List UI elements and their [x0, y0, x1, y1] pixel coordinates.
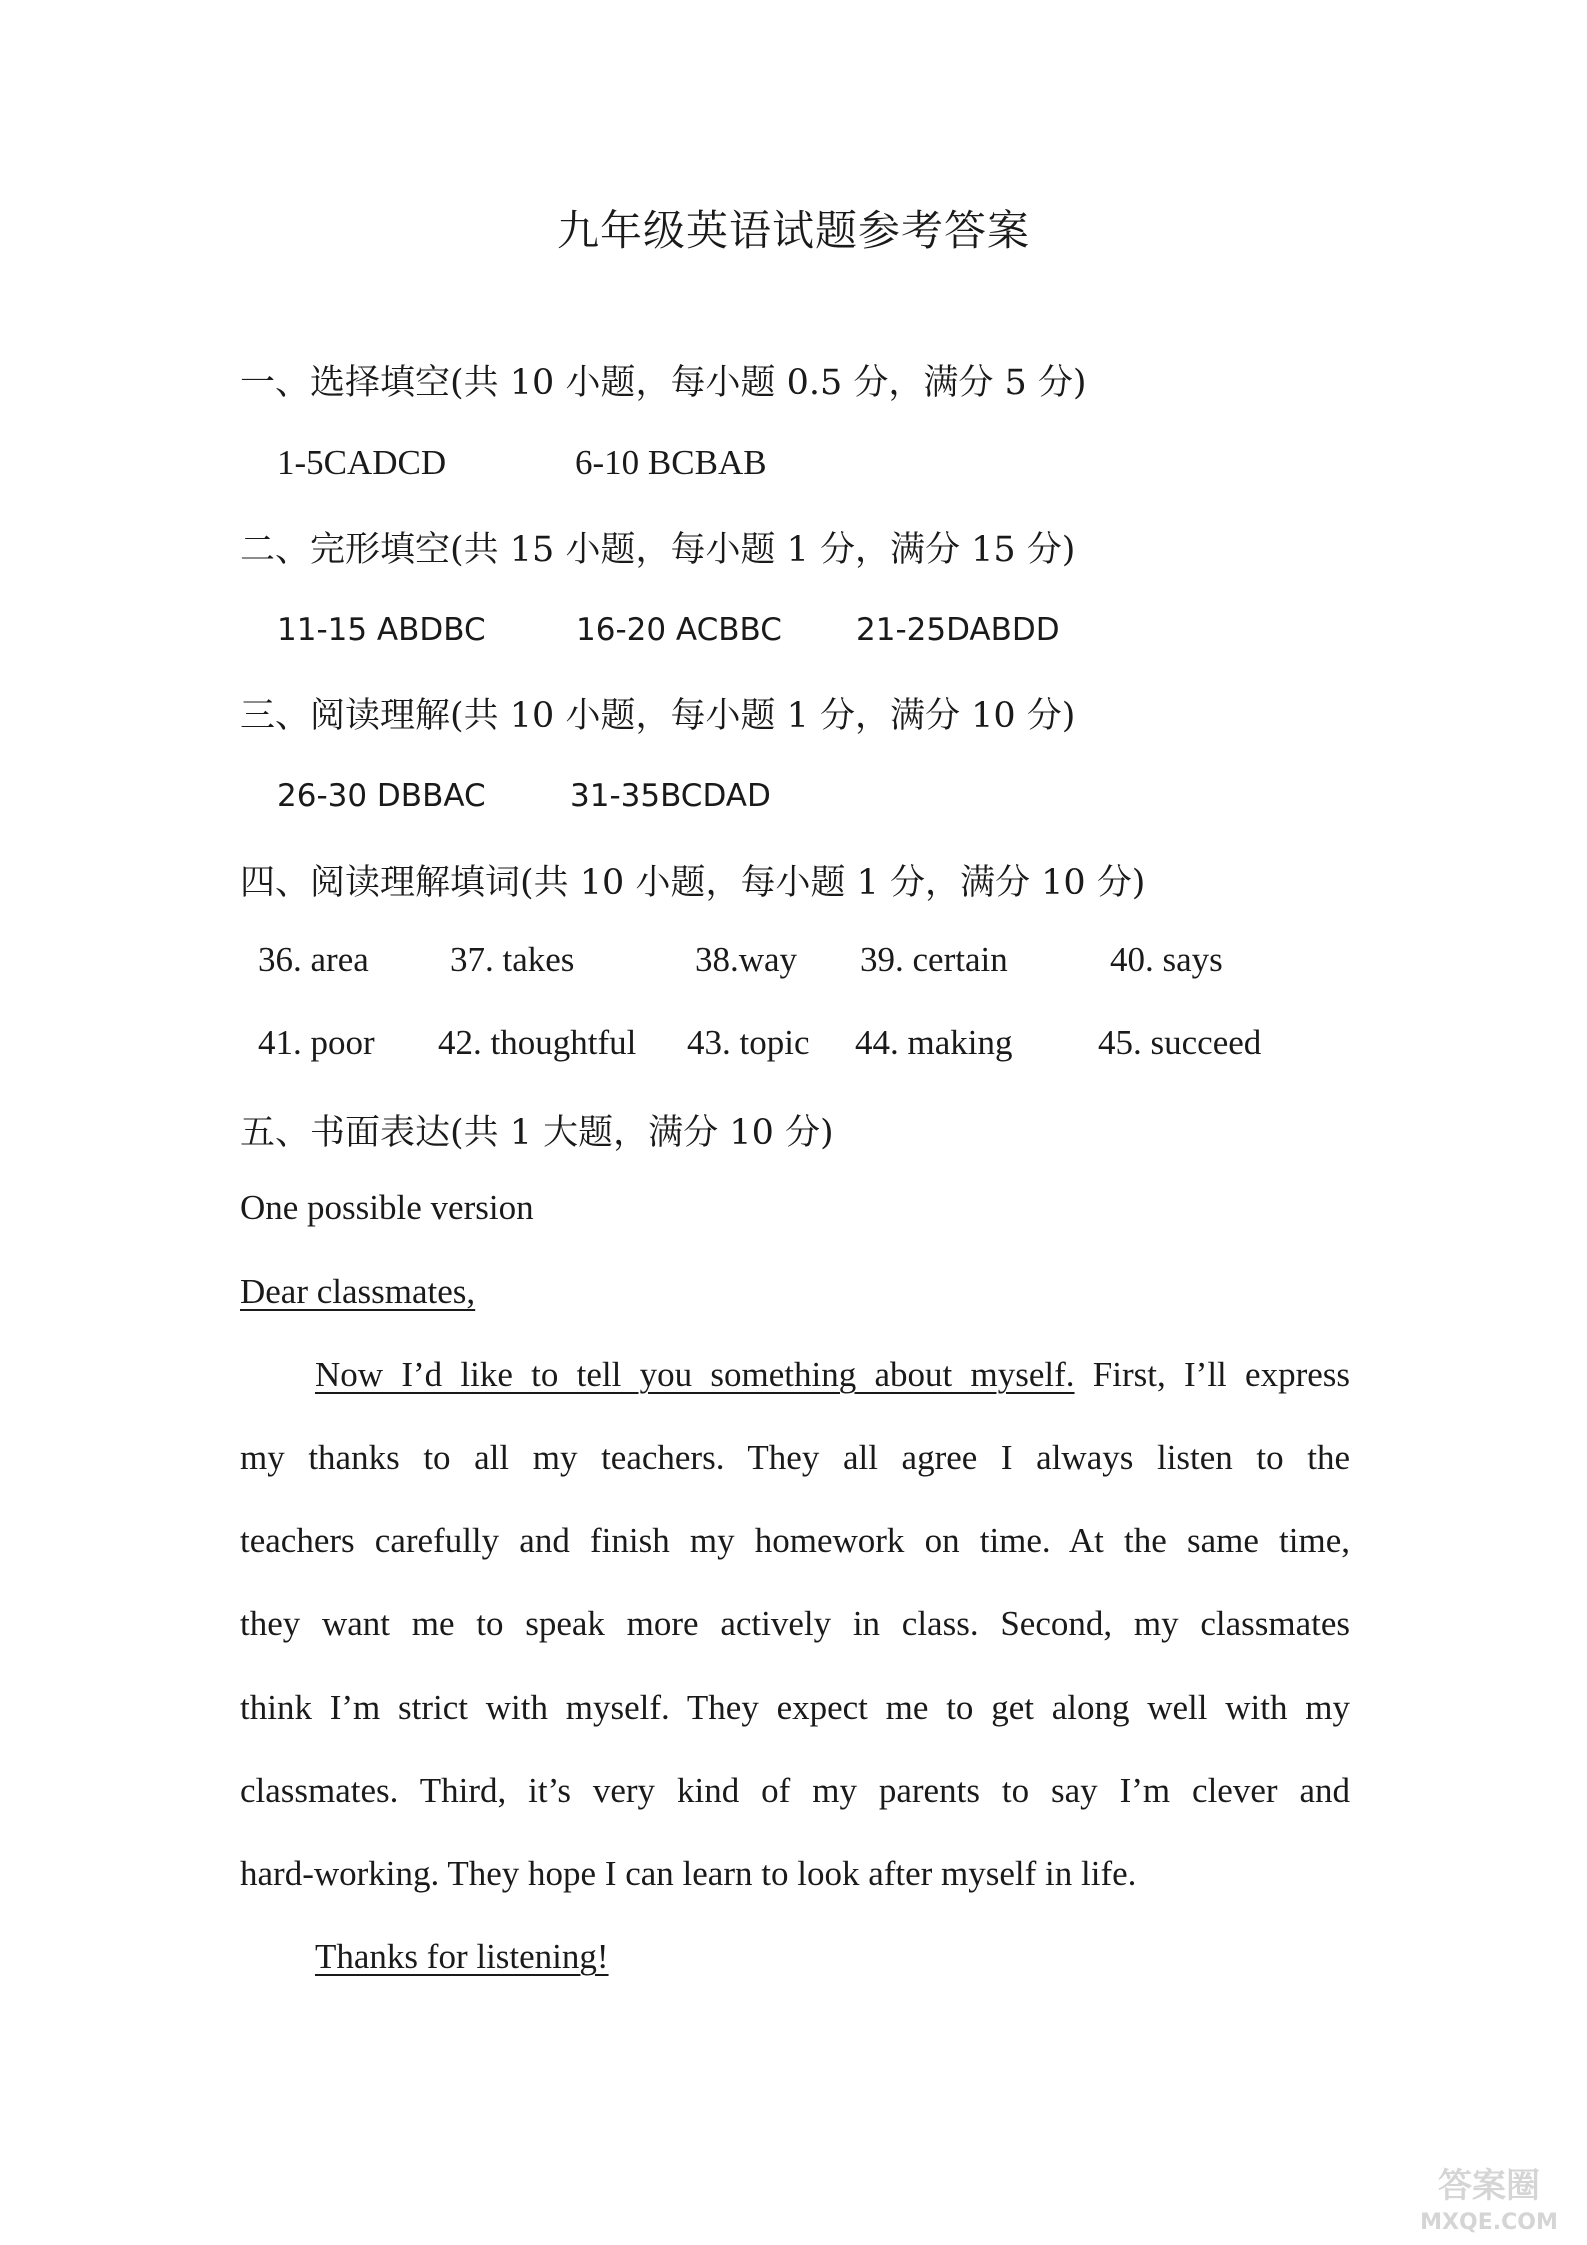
answer-group: 6-10 BCBAB: [575, 443, 767, 482]
answers-row-1: [0, 443, 1587, 493]
essay-salutation: Dear classmates,: [240, 1272, 476, 1311]
section-heading-4: 四、阅读理解填词(共 10 小题，每小题 1 分，满分 10 分): [240, 863, 1146, 903]
answer-item: 40. says: [1110, 940, 1223, 979]
answer-item: 36. area: [258, 940, 369, 979]
essay-line: classmates. Third, it’s very kind of my parents to say I’m clever and: [240, 1771, 1350, 1810]
essay-last-line: hard-working. They hope I can learn to look after myself in life.: [240, 1854, 1137, 1893]
answer-group: 26-30 DBBAC: [277, 778, 486, 814]
answer-item: 42. thoughtful: [438, 1023, 637, 1062]
answers-row-3: [0, 778, 1587, 828]
watermark-url: MXQE.COM: [1420, 2210, 1558, 2235]
answers-row-2: [0, 612, 1587, 662]
essay-first-rest: First, I’ll express: [1074, 1355, 1351, 1394]
answer-group: 1-5CADCD: [277, 443, 447, 482]
answer-item: 37. takes: [450, 940, 575, 979]
answer-item: 45. succeed: [1098, 1023, 1262, 1062]
essay-first-underlined: Now I’d like to tell you something about myself.: [315, 1355, 1075, 1394]
section-heading-1: 一、选择填空(共 10 小题，每小题 0.5 分，满分 5 分): [240, 363, 1087, 403]
answers-row-4b: [0, 1023, 1587, 1073]
answer-item: 38.way: [695, 940, 798, 979]
watermark-icon: [1399, 2157, 1579, 2237]
page-title: 九年级英语试题参考答案: [556, 206, 1030, 255]
essay-line: think I’m strict with myself. They expect me to get along well with my: [240, 1688, 1350, 1727]
answer-item: 44. making: [855, 1023, 1013, 1062]
essay-line: they want me to speak more actively in class. Second, my classmates: [240, 1604, 1350, 1643]
essay-line: teachers carefully and finish my homework on time. At the same time,: [240, 1521, 1350, 1560]
answer-item: 39. certain: [860, 940, 1008, 979]
watermark-logo: [1399, 2157, 1579, 2237]
answer-group: 11-15 ABDBC: [277, 612, 486, 648]
essay-first-line: [240, 1355, 1350, 1395]
section-heading-5: 五、书面表达(共 1 大题，满分 10 分): [240, 1113, 834, 1153]
answer-group: 31-35BCDAD: [570, 778, 771, 814]
essay-closing: Thanks for listening!: [315, 1937, 609, 1976]
answer-group: 16-20 ACBBC: [576, 612, 782, 648]
answer-item: 43. topic: [687, 1023, 810, 1062]
answer-group: 21-25DABDD: [856, 612, 1060, 648]
section-heading-2: 二、完形填空(共 15 小题，每小题 1 分，满分 15 分): [240, 530, 1076, 570]
essay-line: my thanks to all my teachers. They all agree I always listen to the: [240, 1438, 1350, 1477]
answers-row-4a: [0, 940, 1587, 990]
watermark-logo-text: 答案圈: [1438, 2166, 1540, 2206]
answer-item: 41. poor: [258, 1023, 375, 1062]
section-heading-3: 三、阅读理解(共 10 小题，每小题 1 分，满分 10 分): [240, 696, 1076, 736]
essay-intro: One possible version: [240, 1188, 534, 1227]
